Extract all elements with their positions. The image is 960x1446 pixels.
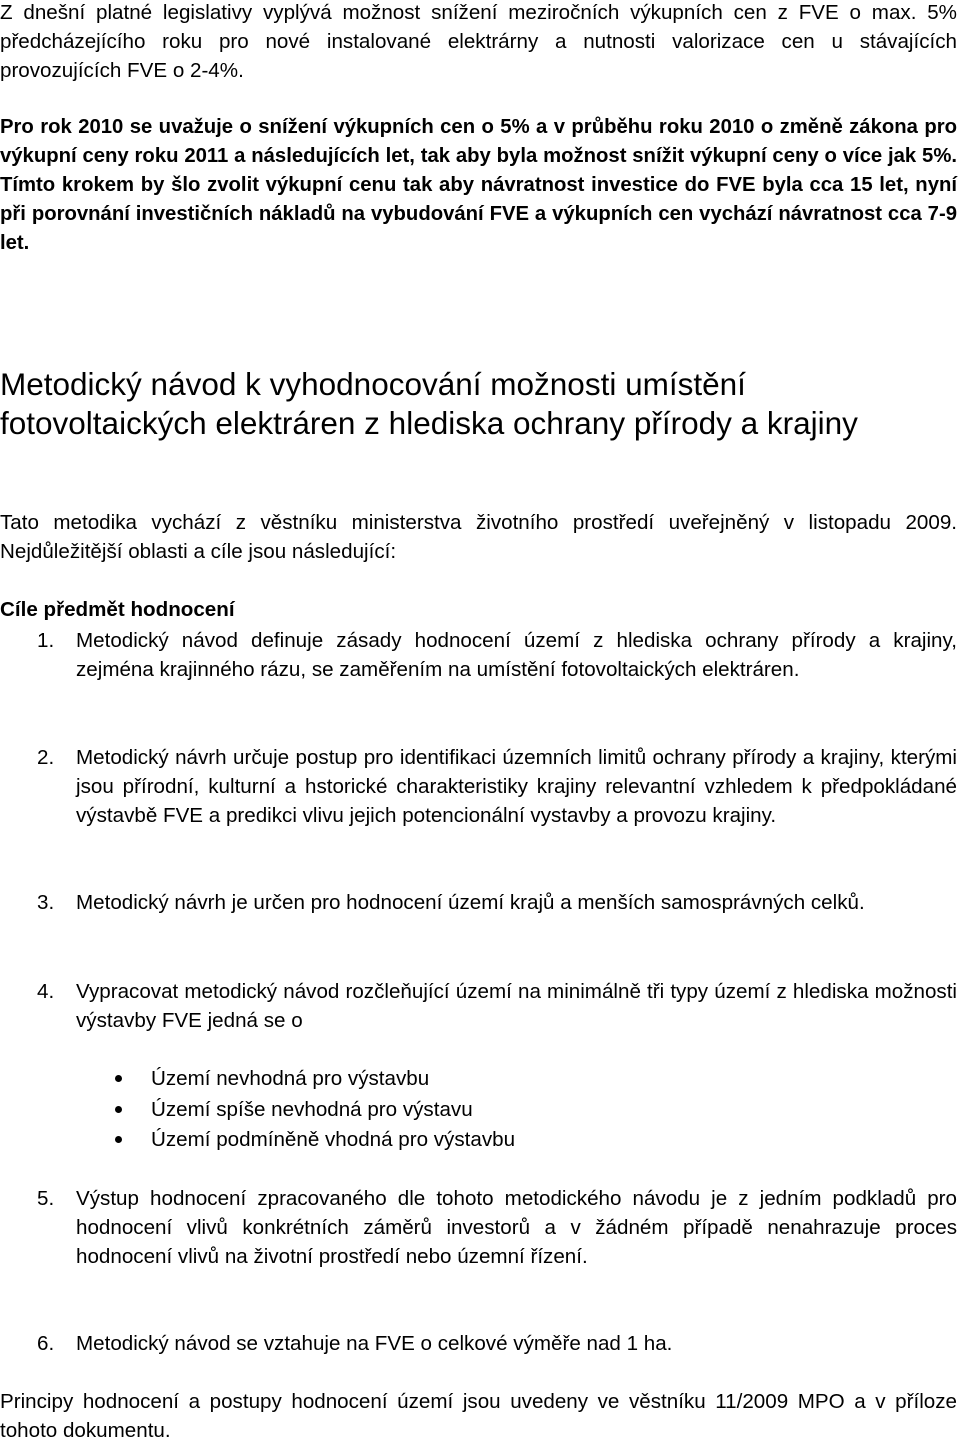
list-item-number: 1. xyxy=(37,629,55,652)
bullet-text: Území nevhodná pro výstavbu xyxy=(151,1067,430,1090)
bullet-icon xyxy=(115,1106,122,1113)
intro-paragraph: Z dnešní platné legislativy vyplývá možnost snížení meziročních výkupních cen z FVE o max. 5% předcházejícího roku pro nové instalované elektrárny a nutnosti valorizace cen u stávajících provozujících FVE o 2-4%. xyxy=(0,1,957,82)
bullet-item xyxy=(0,1095,957,1126)
list-item-number: 6. xyxy=(37,1332,55,1355)
list-item-number: 2. xyxy=(37,746,55,769)
bold-paragraph: Pro rok 2010 se uvažuje o snížení výkupních cen o 5% a v průběhu roku 2010 o změně zákona pro výkupní ceny roku 2011 a následujících let, tak aby byla možnost snížit výkupní ceny o více jak 5%. Tímto krokem by šlo zvolit výkupní cenu tak aby návratnost investice do FVE byla cca 15 let, nyní při porovnání investičních nákladů na vybudování FVE a výkupních cen vychází návratnost cca 7-9 let. xyxy=(0,116,957,254)
list-item-number: 3. xyxy=(37,891,55,914)
list-item-text: Metodický návrh určuje postup pro identifikaci územních limitů ochrany přírody a krajiny, kterými jsou přírodní, kulturní a hstorické charakteristiky krajiny relevantní vzhledem k předpokládané výstavbě FVE a predikci vlivu jejich potencionální vystavby a provozu krajiny. xyxy=(76,746,957,827)
bullet-item xyxy=(0,1064,957,1095)
closing-paragraph: Principy hodnocení a postupy hodnocení území jsou uvedeny ve věstníku 11/2009 MPO a v příloze tohoto dokumentu. xyxy=(0,1390,957,1442)
bullet-text: Území podmíněně vhodná pro výstavbu xyxy=(151,1128,516,1151)
bullet-list xyxy=(0,1064,957,1156)
list-item-text: Vypracovat metodický návod rozčleňující území na minimálně tři typy území z hlediska možnosti výstavby FVE jedná se o xyxy=(76,980,957,1032)
source-paragraph: Tato metodika vychází z věstníku ministerstva životního prostředí uveřejněný v listopadu 2009. Nejdůležitější oblasti a cíle jsou následující: xyxy=(0,511,957,563)
list-item-text: Metodický návod se vztahuje na FVE o celkové výměře nad 1 ha. xyxy=(76,1332,673,1355)
bullet-text: Území spíše nevhodná pro výstavu xyxy=(151,1097,473,1121)
list-item-number: 4. xyxy=(37,980,55,1003)
list-item-text: Výstup hodnocení zpracovaného dle tohoto metodického návodu je z jedním podkladů pro hodnocení vlivů konkrétních záměrů investorů a v žádném případě nenahrazuje proces hodnocení vlivů na životní prostředí nebo územní řízení. xyxy=(76,1187,957,1268)
list-item-number: 5. xyxy=(37,1187,55,1210)
bullet-item xyxy=(0,1125,957,1156)
list-item-text: Metodický návrh je určen pro hodnocení území krajů a menších samosprávných celků. xyxy=(76,891,865,914)
bullet-icon xyxy=(115,1075,122,1082)
list-item-text: Metodický návod definuje zásady hodnocení území z hlediska ochrany přírody a krajiny, zejména krajinného rázu, se zaměřením na umístění fotovoltaických elektráren. xyxy=(76,629,957,681)
subheading: Cíle předmět hodnocení xyxy=(0,598,235,621)
bullet-icon xyxy=(115,1136,122,1143)
section-heading: Metodický návod k vyhodnocování možnosti umístění fotovoltaických elektráren z hlediska ochrany přírody a krajiny xyxy=(0,366,858,441)
